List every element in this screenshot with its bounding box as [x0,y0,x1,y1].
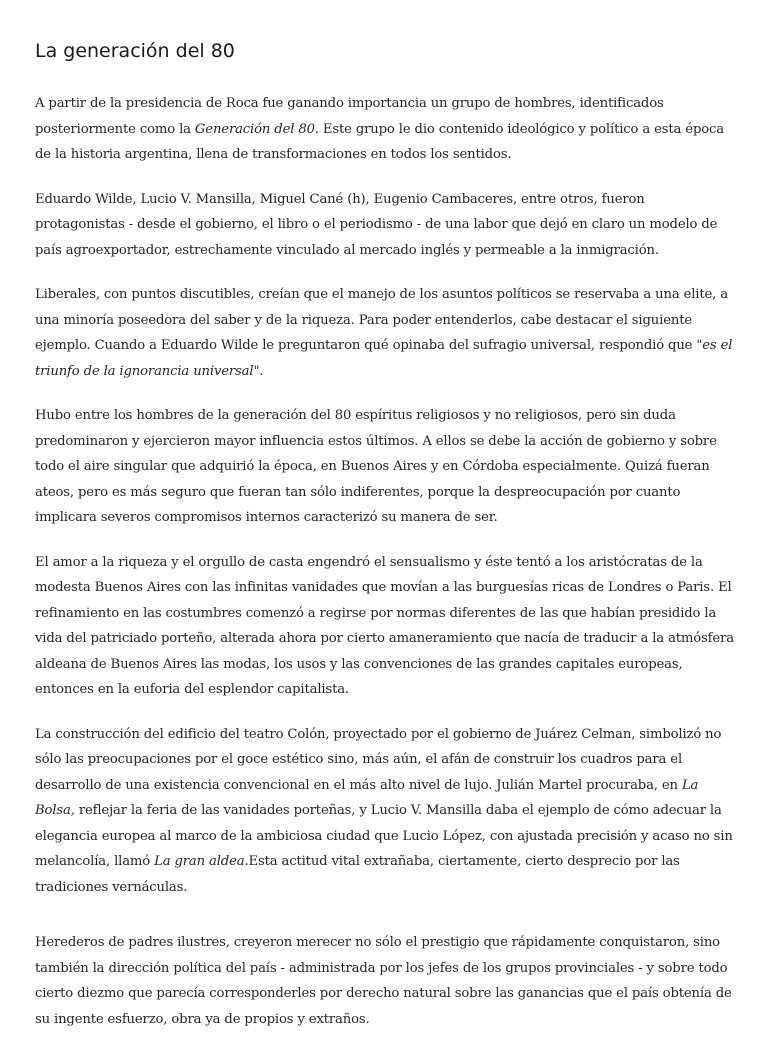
article-title: La generación del 80 [35,40,235,62]
article-paragraph [35,91,735,168]
paragraph-text: Liberales, con puntos discutibles, creían que el manejo de los asuntos políticos se reservaba a una elite, a una minoría poseedora del saber y de la riqueza. Para poder entenderlos, cabe destacar el siguiente ejemplo. Cuando a Eduardo Wilde le preguntaron qué opinaba del sufragio universal, respondió que " [35,287,728,353]
paragraph-text: Hubo entre los hombres de la generación del 80 espíritus religiosos y no religiosos, pero sin duda predominaron y ejercieron mayor influencia estos últimos. A ellos se debe la acción de gobierno y sobre todo el aire singular que adquirió la época, en Buenos Aires y en Córdoba especialmente. Quizá fueran ateos, pero es más seguro que fueran tan sólo indiferentes, porque la despreocupación por cuanto implicara severos compromisos internos caracterizó su manera de ser. [35,408,717,525]
article [35,38,735,1051]
paragraph-text: ". [253,363,264,379]
article-paragraph [35,403,735,531]
article-body [35,91,735,1032]
italic-text: Generación del 80 [194,121,315,137]
article-paragraph [35,282,735,384]
paragraph-text: A partir de la presidencia de Roca fue ganando importancia un grupo de hombres, identificados posteriormente como la [35,96,664,137]
article-paragraph [35,550,735,703]
paragraph-text: El amor a la riqueza y el orgullo de casta engendró el sensualismo y éste tentó a los aristócratas de la modesta Buenos Aires con las infinitas vanidades que movían a las burguesías ricas de Londres o Paris. El refinamiento en las costumbres comenzó a regirse por normas diferentes de las que habían presidido la vida del patriciado porteño, alterada ahora por cierto amaneramiento que nacía de traducir a la atmósfera aldeana de Buenos Aires las modas, los usos y las convenciones de las grandes capitales europeas, entonces en la euforia del esplendor capitalista. [35,554,734,697]
article-paragraph [35,722,735,901]
italic-text: La gran aldea [154,854,245,869]
italic-text: es el triunfo de la ignorancia universal [35,338,733,379]
paragraph-text: Herederos de padres ilustres, creyeron merecer no sólo el prestigio que rápidamente conquistaron, sino también la dirección política del país - administrada por los jefes de los grupos provinciales - y sobre todo cierto diezmo que parecía corresponderles por derecho natural sobre las ganancias que el país obtenía de su ingente esfuerzo, obra ya de propios y extraños. [35,935,732,1027]
paragraph-text: Eduardo Wilde, Lucio V. Mansilla, Miguel Cané (h), Eugenio Cambaceres, entre otros, fueron protagonistas - desde el gobierno, el libro o el periodismo - de una labor que dejó en claro un modelo de país agroexportador, estrechamente vinculado al mercado inglés y permeable a la inmigración. [35,191,718,258]
paragraph-text: La construcción del edificio del teatro Colón, proyectado por el gobierno de Juárez Celman, simbolizó no sólo las preocupaciones por el goce estético sino, más aún, el afán de construir los cuadros para el desarrollo de una existencia convencional en el más alto nivel de lujo. Julián Martel procuraba, en [35,726,722,793]
paragraph-text: reflejar la feria de las vanidades porteñas, y Lucio V. Mansilla daba el ejemplo de cómo adecuar la elegancia europea al marco de la ambiciosa ciudad que Lucio López, con ajustada precisión y acaso no sin melancolía, llamó [35,803,733,869]
article-paragraph [35,930,735,1032]
italic-text: La Bolsa, [35,777,699,818]
paragraph-text: .Esta actitud vital extrañaba, ciertamente, cierto desprecio por las tradiciones vernáculas. [35,854,680,895]
article-paragraph [35,187,735,264]
paragraph-text: . Este grupo le dio contenido ideológico y político a esta época de la historia argentina, llena de transformaciones en todos los sentidos. [35,121,724,162]
